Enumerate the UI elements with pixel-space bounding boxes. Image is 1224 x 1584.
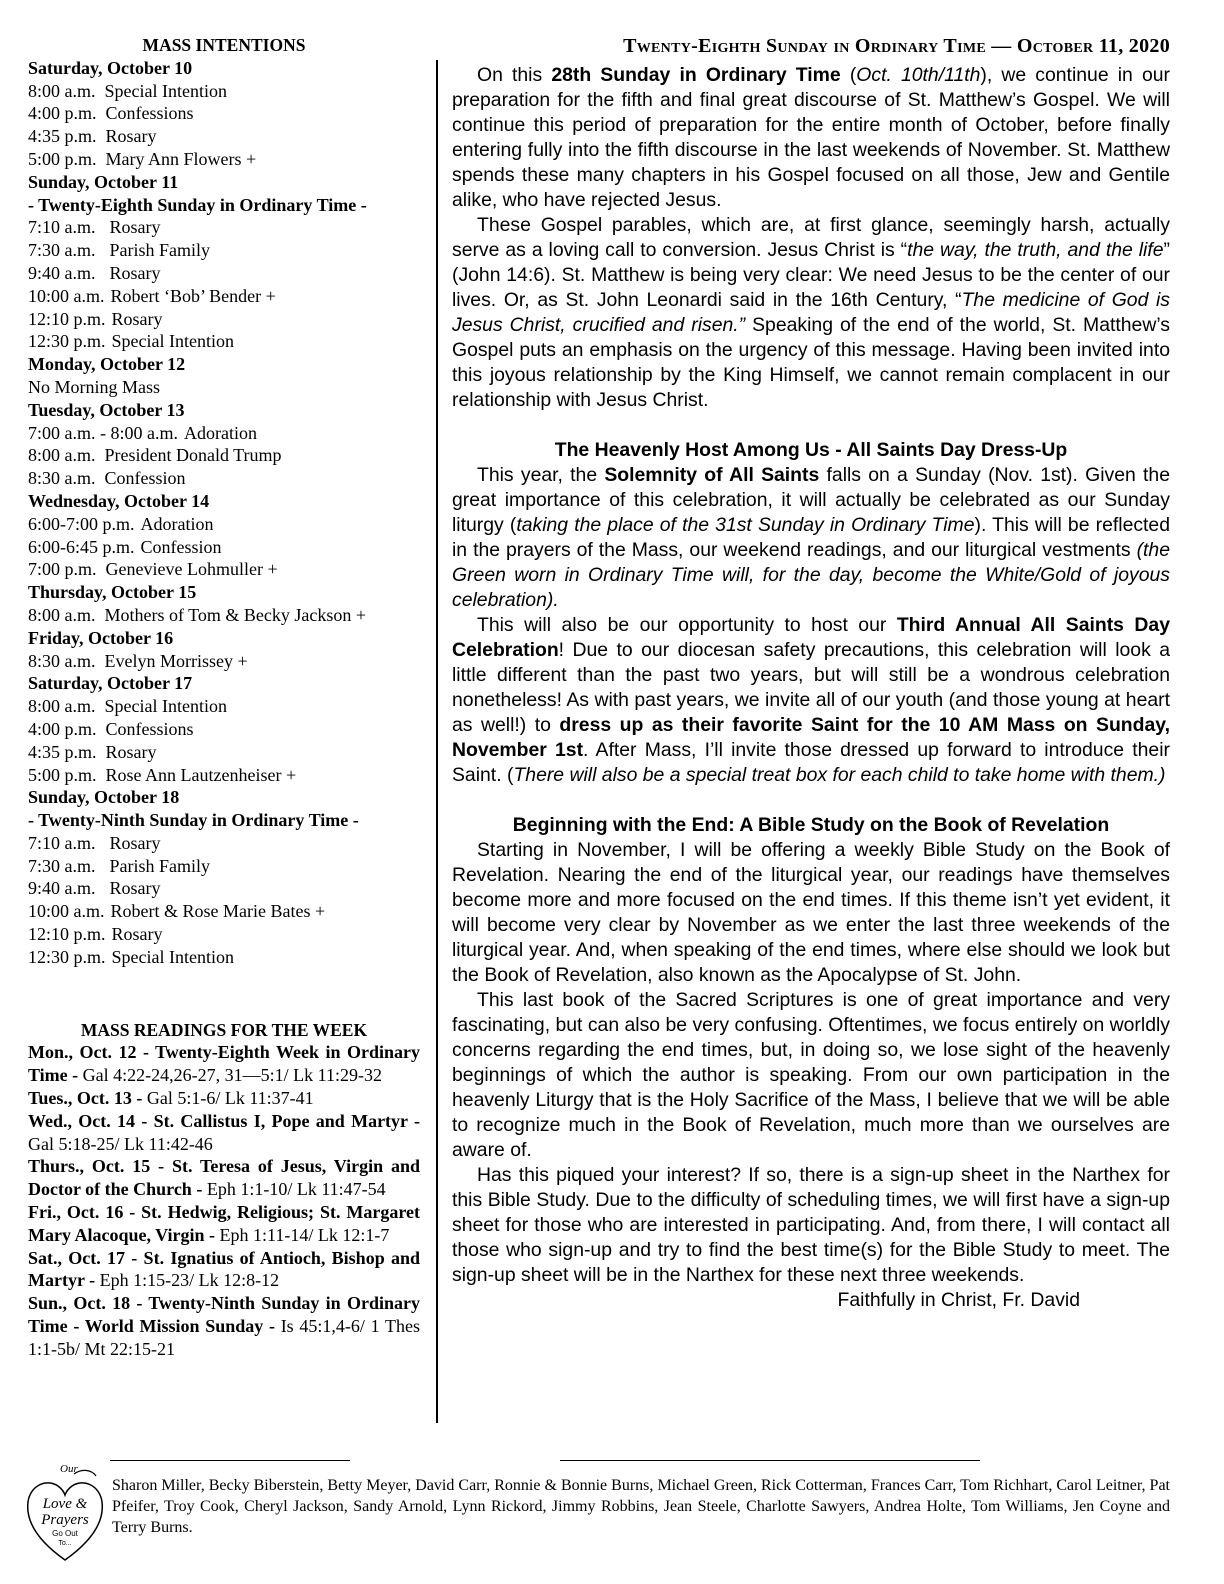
text-run: falls on a Sunday (Nov. 1st). Given the great importance of this celebration, it will actually be celebrated as our Sunday liturgy ( — [452, 464, 1170, 536]
schedule-time: 6:00-6:45 p.m. — [28, 536, 135, 557]
text-run: On this — [477, 64, 552, 86]
schedule-time: 8:00 a.m. — [28, 80, 96, 101]
text-run: ). This will be reflected in the prayers of the Mass, our weekend readings, and our liturgical vestments — [452, 514, 1171, 561]
schedule-row — [28, 148, 420, 171]
text-run: Solemnity of All Saints — [604, 464, 820, 486]
schedule-description: Confession — [140, 536, 222, 557]
schedule-time: No Morning Mass — [28, 376, 161, 397]
schedule-day: Wednesday, October 14 — [28, 490, 210, 511]
schedule-row — [28, 604, 420, 627]
article-paragraph-3 — [452, 463, 1170, 613]
schedule-day: Saturday, October 10 — [28, 57, 193, 78]
schedule-row — [28, 718, 420, 741]
all-saints-heading: The Heavenly Host Among Us - All Saints Day Dress-Up — [554, 439, 1068, 461]
reading-citations: Eph 1:11-14/ Lk 12:1-7 — [219, 1224, 390, 1245]
schedule-description: Confessions — [105, 103, 194, 124]
signature: Faithfully in Christ, Fr. David — [837, 1289, 1080, 1311]
schedule-time: 5:00 p.m. — [28, 148, 97, 169]
schedule-row — [28, 330, 420, 353]
schedule-row — [28, 536, 420, 559]
logo-text-go-out: Go Out — [52, 1529, 78, 1538]
schedule-time: 12:10 p.m. — [28, 924, 106, 945]
schedule-row — [28, 422, 420, 445]
schedule-description: Special Intention — [111, 946, 234, 967]
schedule-time: 7:30 a.m. — [28, 855, 96, 876]
schedule-day: Friday, October 16 — [28, 627, 174, 648]
schedule-time: 8:00 a.m. — [28, 445, 96, 466]
prayer-list-names: Sharon Miller, Becky Biberstein, Betty Meyer, David Carr, Ronnie & Bonnie Burns, Michael Green, Rick Cotterman, Frances Carr, Tom Richhart, Carol Leitner, Pat Pfeifer, Troy Cook, Cheryl Jackson, Sandy Arnold, Lynn Rickord, Jimmy Robbins, Jean Steele, Charlotte Sawyers, Andrea Holte, Tom Williams, Jen Coyne and Terry Burns. — [112, 1477, 1170, 1536]
schedule-time: 8:30 a.m. — [28, 650, 96, 671]
logo-text-prayers: Prayers — [41, 1512, 89, 1528]
schedule-row — [28, 832, 420, 855]
mass-readings-heading: MASS READINGS FOR THE WEEK — [80, 1019, 368, 1040]
logo-text-love: Love & — [42, 1496, 88, 1512]
schedule-time: 8:30 a.m. — [28, 468, 96, 489]
article-title: Twenty-Eighth Sunday in Ordinary Time — October 11, 2020 — [623, 35, 1170, 57]
schedule-time: 7:30 a.m. — [28, 240, 96, 261]
text-run: Has this piqued your interest? If so, there is a sign-up sheet in the Narthex for this Bible Study. Due to the difficulty of scheduling times, we will first have a sign-up sheet for those who are interested in participating. And, from there, I will contact all those who sign-up and try to find the best time(s) for the Bible Study to meet. The sign-up sheet will be in the Narthex for these next three weekends. — [452, 1164, 1170, 1286]
logo-text-our: Our — [60, 1463, 78, 1475]
schedule-time: 8:00 a.m. — [28, 604, 96, 625]
schedule-row — [28, 102, 420, 125]
schedule-row — [28, 900, 420, 923]
text-run: (the Green worn in Ordinary Time will, for the day, become the White/Gold of joyous celebration). — [452, 539, 1170, 611]
schedule-description: Genevieve Lohmuller + — [105, 559, 278, 580]
text-run: There will also be a special treat box for each child to take home with them.) — [513, 764, 1166, 786]
schedule-day: Sunday, October 11 — [28, 171, 179, 192]
schedule-description: Rosary — [109, 262, 161, 283]
schedule-time: 4:00 p.m. — [28, 103, 97, 124]
mass-readings-list — [28, 1041, 420, 1360]
schedule-description: Special Intention — [104, 696, 227, 717]
love-prayers-heart-logo — [24, 1460, 106, 1570]
schedule-description: Robert ‘Bob’ Bender + — [110, 285, 276, 306]
reading-day: Fri., Oct. 16 - St. Hedwig, Religious; St. Margaret Mary Alacoque, Virgin - — [28, 1202, 420, 1245]
schedule-row — [28, 376, 420, 399]
mass-readings — [28, 1019, 420, 1361]
schedule-row — [28, 741, 420, 764]
schedule-description: Rosary — [111, 308, 163, 329]
schedule-time: 5:00 p.m. — [28, 764, 97, 785]
text-run: . After Mass, I’ll invite those dressed up forward to introduce their Saint. ( — [452, 739, 1170, 786]
article-paragraph-6 — [452, 988, 1170, 1163]
schedule-time: 4:35 p.m. — [28, 741, 97, 762]
schedule-time: 12:10 p.m. — [28, 308, 106, 329]
schedule-time: 7:00 p.m. — [28, 559, 97, 580]
reading-citations: Gal 5:1-6/ Lk 11:37-41 — [146, 1088, 314, 1109]
schedule-day: Tuesday, October 13 — [28, 399, 185, 420]
schedule-description: Confession — [104, 468, 186, 489]
text-run: These Gospel parables, which are, at first glance, seemingly harsh, actually serve as a loving call to conversion. Jesus Christ is “ — [452, 214, 1170, 261]
schedule-description: Rosary — [111, 924, 163, 945]
reading-citations: Eph 1:1-10/ Lk 11:47-54 — [206, 1179, 386, 1200]
schedule-description: President Donald Trump — [104, 445, 282, 466]
text-run: ” (John 14:6). St. Matthew is being very clear: We need Jesus to be the center of our lives. Or, as St. John Leonardi said in the 16th Century, “ — [452, 239, 1170, 311]
mass-intentions-list — [28, 57, 420, 969]
schedule-description: Special Intention — [111, 331, 234, 352]
reading-day: Mon., Oct. 12 - Twenty-Eighth Week in Ordinary Time - — [28, 1042, 420, 1086]
reading-entry — [28, 1247, 420, 1293]
schedule-description: Robert & Rose Marie Bates + — [110, 901, 326, 922]
text-run: ! Due to our diocesan safety precautions, this celebration will look a little different than the past two years, but will still be a wondrous celebration nonetheless! As with past years, we invite all of our youth (and those young at heart as well!) to — [452, 639, 1170, 736]
reading-entry — [28, 1041, 420, 1087]
reading-citations: Gal 4:22-24,26-27, 31—5:1/ Lk 11:29-32 — [82, 1065, 382, 1086]
schedule-day: Sunday, October 18 — [28, 787, 180, 808]
schedule-time: 4:35 p.m. — [28, 126, 97, 147]
reading-entry — [28, 1110, 420, 1156]
reading-day: Tues., Oct. 13 - — [28, 1088, 147, 1109]
schedule-description: Mary Ann Flowers + — [105, 148, 257, 169]
text-run: Starting in November, I will be offering a weekly Bible Study on the Book of Revelation. Nearing the end of the liturgical year, our readings have themselves become more and more focused on the end times. If this theme isn’t yet evident, it will become very clear by November as we enter the last three weekends of the liturgical year. And, when speaking of the end times, where else should we look but the Book of Revelation, also known as the Apocalypse of St. John. — [452, 839, 1170, 986]
schedule-time: 12:30 p.m. — [28, 946, 106, 967]
text-run: dress up as their favorite Saint for the 10 AM Mass on Sunday, November 1st — [452, 714, 1170, 761]
schedule-row — [28, 877, 420, 900]
text-run: ( — [840, 64, 857, 86]
schedule-day: Monday, October 12 — [28, 354, 186, 375]
text-run: The medicine of God is Jesus Christ, crucified and risen.” — [452, 289, 1171, 336]
schedule-description: Rose Ann Lautzenheiser + — [105, 764, 297, 785]
article-paragraph-2 — [452, 213, 1170, 413]
schedule-time: 10:00 a.m. — [28, 285, 105, 306]
reading-day: Wed., Oct. 14 - St. Callistus I, Pope and Martyr - — [28, 1110, 420, 1131]
article — [452, 34, 1170, 1313]
reading-entry — [28, 1292, 420, 1360]
text-run: taking the place of the 31st Sunday in Ordinary Time — [516, 514, 975, 536]
schedule-row — [28, 558, 420, 581]
text-run: This year, the — [477, 464, 605, 486]
schedule-time: 9:40 a.m. — [28, 262, 96, 283]
schedule-row — [28, 513, 420, 536]
schedule-day: - Twenty-Eighth Sunday in Ordinary Time - — [28, 194, 367, 215]
schedule-row — [28, 444, 420, 467]
schedule-time: 9:40 a.m. — [28, 878, 96, 899]
schedule-day: Thursday, October 15 — [28, 582, 197, 603]
reading-day: Thurs., Oct. 15 - St. Teresa of Jesus, Virgin and Doctor of the Church - — [28, 1156, 420, 1200]
schedule-row — [28, 216, 420, 239]
schedule-time: 8:00 a.m. — [28, 696, 96, 717]
text-run: Oct. 10th/11th — [856, 64, 981, 86]
text-run: ), we continue in our preparation for the fifth and final great discourse of St. Matthew’s Gospel. We will continue this period of preparation for the entire month of October, before finally entering fully into the fifth discourse in the last weekends of November. St. Matthew spends these many chapters in his Gospel focused on all those, Jew and Gentile alike, who have rejected Jesus. — [452, 64, 1170, 211]
schedule-row — [28, 125, 420, 148]
bible-study-heading: Beginning with the End: A Bible Study on the Book of Revelation — [512, 814, 1110, 836]
text-run: Third Annual All Saints Day Celebration — [452, 614, 1170, 661]
schedule-description: Rosary — [109, 878, 161, 899]
schedule-description: Confessions — [105, 718, 194, 739]
schedule-description: Special Intention — [104, 80, 227, 101]
schedule-day: Saturday, October 17 — [28, 673, 193, 694]
article-paragraph-7 — [452, 1163, 1170, 1288]
mass-intentions-heading: MASS INTENTIONS — [142, 35, 306, 55]
schedule-row — [28, 855, 420, 878]
schedule-time: 12:30 p.m. — [28, 331, 106, 352]
schedule-description: Parish Family — [109, 855, 211, 876]
schedule-row — [28, 80, 420, 103]
schedule-day: - Twenty-Ninth Sunday in Ordinary Time - — [28, 810, 359, 831]
article-paragraph-1 — [452, 63, 1170, 213]
column-divider — [436, 60, 438, 1423]
schedule-time: 4:00 p.m. — [28, 718, 97, 739]
schedule-description: Rosary — [105, 741, 157, 762]
schedule-row — [28, 695, 420, 718]
reading-day: Sun., Oct. 18 - Twenty-Ninth Sunday in Ordinary Time - World Mission Sunday - — [28, 1293, 420, 1337]
schedule-description: Evelyn Morrissey + — [104, 650, 248, 671]
footer-divider-left — [110, 1460, 350, 1461]
reading-entry — [28, 1155, 420, 1201]
schedule-row — [28, 467, 420, 490]
schedule-description: Parish Family — [109, 240, 211, 261]
schedule-time: 7:00 a.m. - 8:00 a.m. — [28, 422, 178, 443]
schedule-row — [28, 946, 420, 969]
article-paragraph-5 — [452, 838, 1170, 988]
text-run: This last book of the Sacred Scriptures is one of great importance and very fascinating, but can also be very confusing. Oftentimes, we focus entirely on worldly concerns regarding the end times, but, in doing so, we lose sight of the heavenly beginnings of which the author is speaking. From our own participation in the heavenly Liturgy that is the Holy Sacrifice of the Mass, I believe that we will be able to recognize much in the Book of Revelation, much more than we ourselves are aware of. — [452, 989, 1170, 1161]
schedule-time: 7:10 a.m. — [28, 832, 96, 853]
schedule-row — [28, 764, 420, 787]
reading-entry — [28, 1201, 420, 1247]
text-run: Speaking of the end of the world, St. Matthew’s Gospel puts an emphasis on the urgency of this message. Having been invited into this joyous relationship by the King Himself, we cannot remain complacent in our relationship with Jesus Christ. — [452, 314, 1170, 411]
schedule-description: Rosary — [109, 832, 161, 853]
schedule-description: Adoration — [140, 513, 214, 534]
text-run: This will also be our opportunity to host our — [477, 614, 897, 636]
schedule-description: Rosary — [105, 126, 157, 147]
schedule-row — [28, 262, 420, 285]
reading-citations: Eph 1:15-23/ Lk 12:8-12 — [99, 1270, 280, 1291]
schedule-row — [28, 239, 420, 262]
text-run: the way, the truth, and the life — [907, 239, 1164, 261]
left-column — [28, 34, 420, 1361]
schedule-time: 10:00 a.m. — [28, 901, 105, 922]
schedule-row — [28, 285, 420, 308]
schedule-description: Rosary — [109, 217, 161, 238]
logo-text-to: To... — [58, 1540, 72, 1547]
schedule-row — [28, 308, 420, 331]
schedule-time: 6:00-7:00 p.m. — [28, 513, 135, 534]
reading-entry — [28, 1087, 420, 1110]
footer-divider-right — [560, 1460, 980, 1461]
schedule-row — [28, 650, 420, 673]
schedule-time: 7:10 a.m. — [28, 217, 96, 238]
schedule-description: Adoration — [183, 422, 257, 443]
schedule-description: Mothers of Tom & Becky Jackson + — [104, 604, 367, 625]
reading-citations: Gal 5:18-25/ Lk 11:42-46 — [28, 1133, 213, 1154]
text-run: 28th Sunday in Ordinary Time — [551, 64, 841, 86]
schedule-row — [28, 923, 420, 946]
article-paragraph-4 — [452, 613, 1170, 788]
reading-day: Sat., Oct. 17 - St. Ignatius of Antioch, Bishop and Martyr - — [28, 1247, 420, 1291]
reading-citations: Is 45:1,4-6/ 1 Thes 1:1-5b/ Mt 22:15-21 — [28, 1316, 420, 1359]
